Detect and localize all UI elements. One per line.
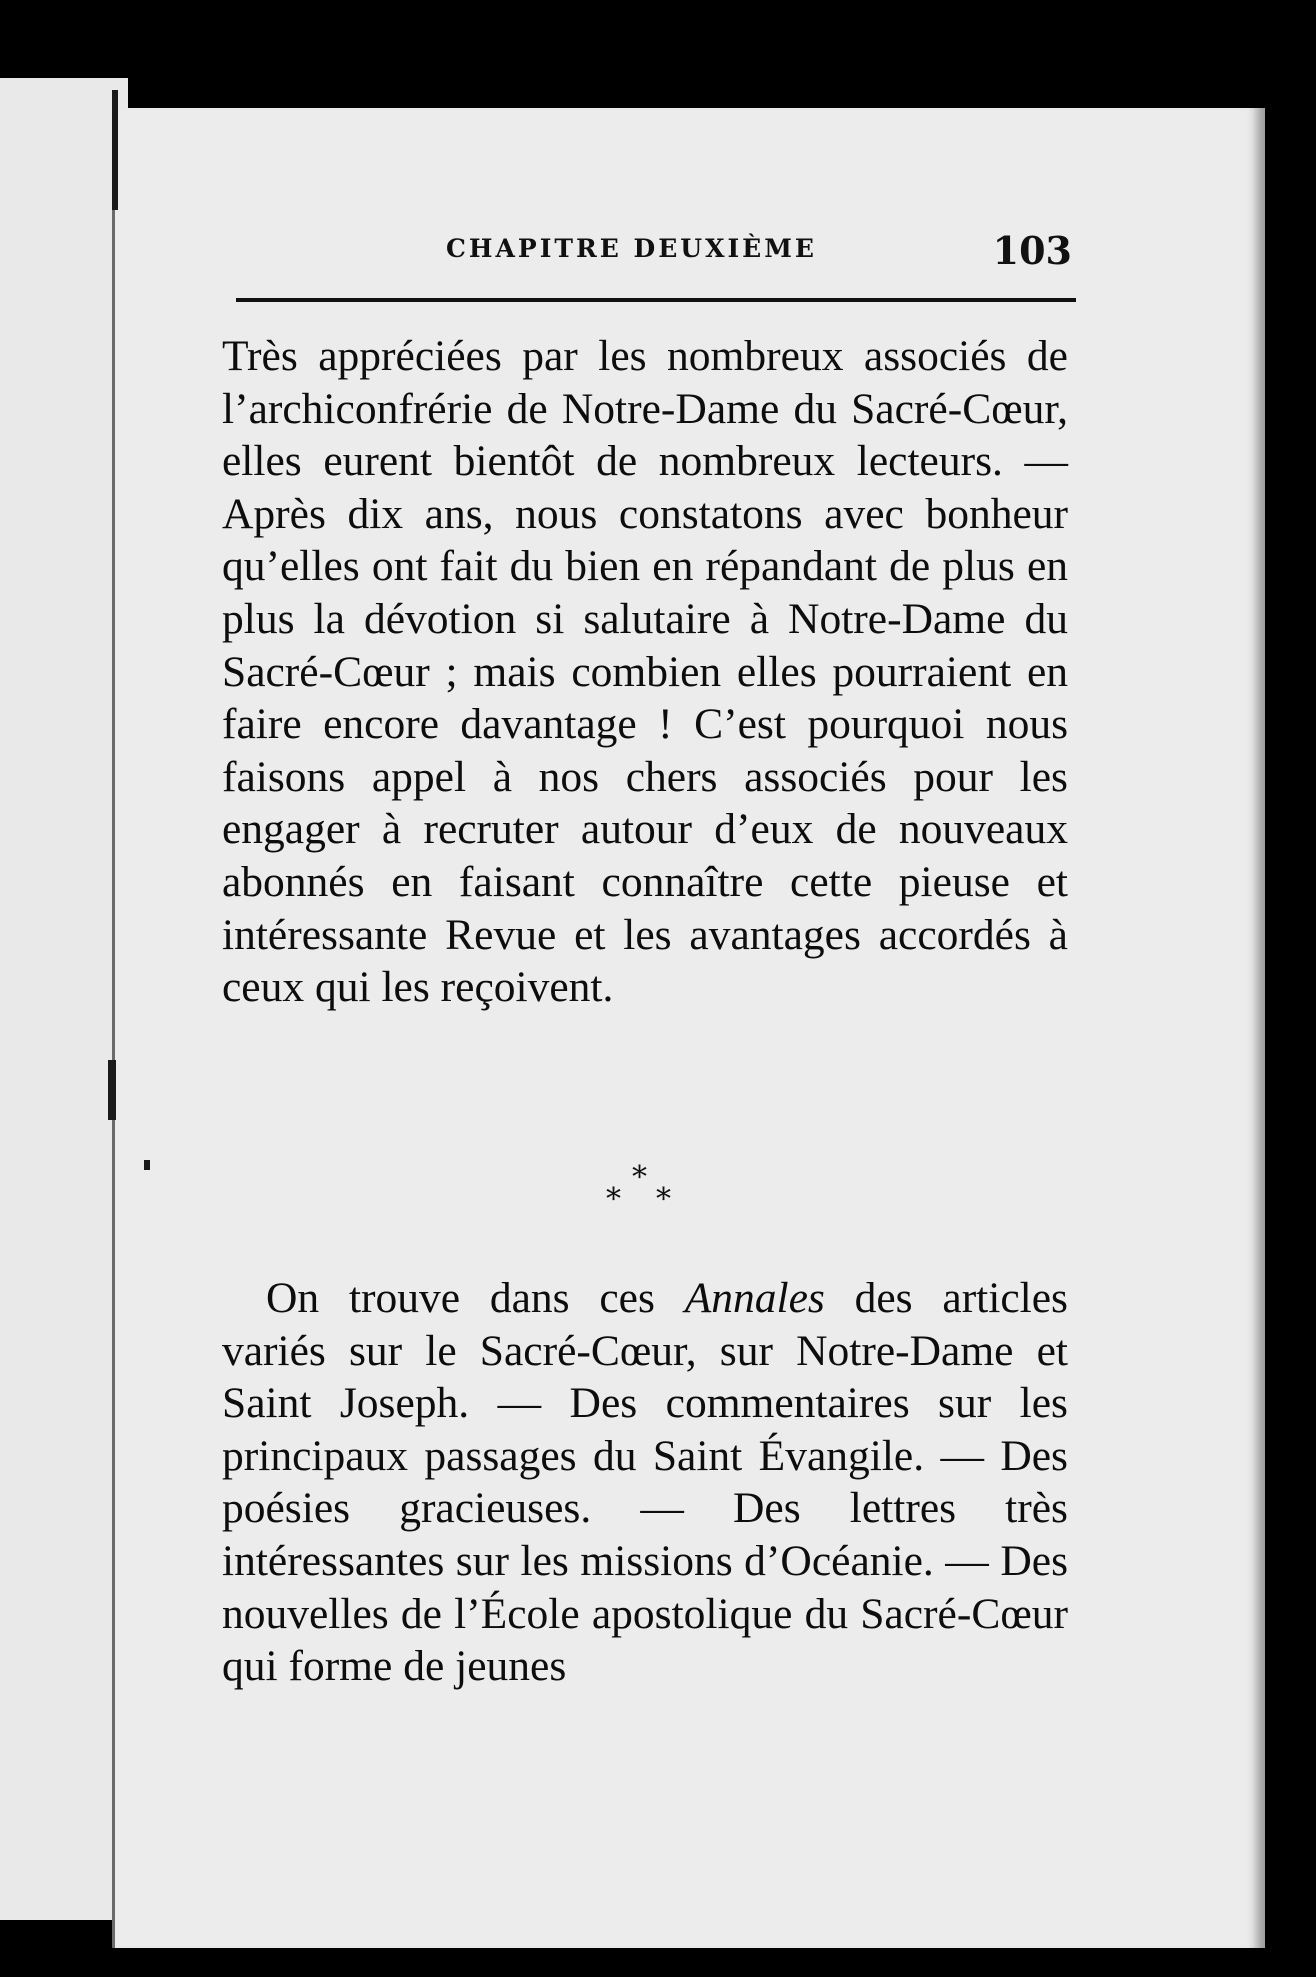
binding-shadow — [108, 1060, 116, 1120]
asterism-star: * — [656, 1182, 671, 1217]
asterism-star: * — [632, 1160, 647, 1195]
page-number: 103 — [992, 228, 1072, 273]
facing-page-edge — [0, 78, 128, 1920]
chapter-title: CHAPITRE DEUXIÈME — [446, 234, 817, 263]
italic-title: Annales — [684, 1274, 825, 1322]
paragraph-text: On trouve dans ces — [266, 1274, 685, 1322]
binding-speck — [144, 1160, 150, 1170]
paragraph-text: des articles variés sur le Sacré-Cœur, sur Notre-Dame et Saint Joseph. — Des commentaires sur les principaux passages du Saint Évangile. — Des poésies gracieuses. — Des lettres très intéressantes sur les missions d’Océanie. — Des nouvelles de l’École apostolique du Sacré-Cœur qui forme de jeunes — [222, 1274, 1068, 1691]
paragraph-annales-readers: Très appréciées par les nombreux associés de l’archiconfrérie de Notre-Dame du Sacré-Cœur, elles eurent bientôt de nombreux lecteurs. — Après dix ans, nous constatons avec bonheur qu’elles ont fait du bien en répandant de plus en plus la dévotion si salutaire à Notre-Dame du Sacré-Cœur ; mais combien elles pourraient en faire encore davantage ! C’est pourquoi nous faisons appel à nos chers associés pour les engager à recruter autour d’eux de nouveaux abonnés en faisant connaître cette pieuse et intéressante Revue et les avantages accordés à ceux qui les reçoivent. — [222, 332, 1068, 1012]
running-head — [330, 228, 1072, 278]
binding-shadow — [112, 90, 118, 210]
paragraph-annales-contents — [222, 1272, 1068, 1693]
header-rule — [236, 298, 1076, 302]
section-separator-asterism — [580, 1160, 690, 1220]
asterism-star: * — [606, 1182, 621, 1217]
